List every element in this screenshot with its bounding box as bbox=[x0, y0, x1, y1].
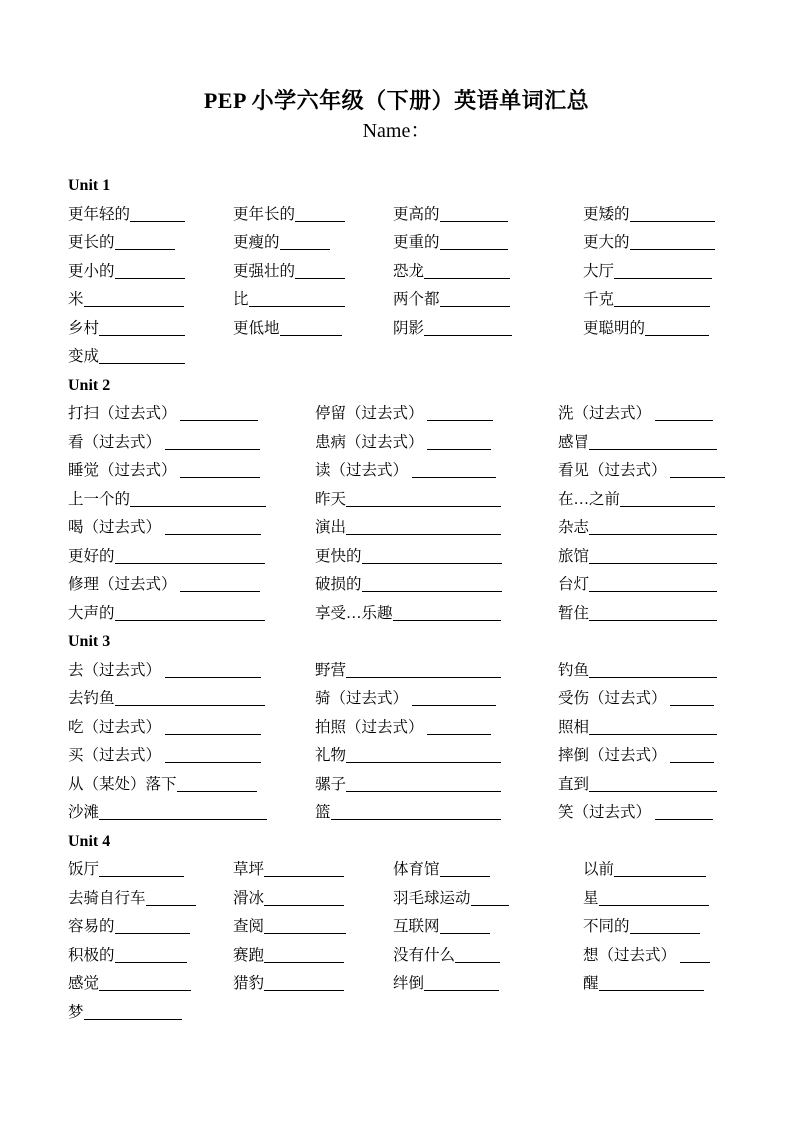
answer-blank[interactable] bbox=[180, 464, 260, 478]
answer-blank[interactable] bbox=[655, 407, 713, 421]
vocab-label: 容易的 bbox=[68, 918, 115, 935]
vocab-item bbox=[315, 486, 558, 515]
answer-blank[interactable] bbox=[115, 692, 265, 706]
vocab-label: 摔倒（过去式） bbox=[558, 747, 671, 764]
vocab-label: 乡村 bbox=[68, 319, 100, 337]
word-row bbox=[68, 799, 725, 828]
vocab-label: 钓鱼 bbox=[558, 661, 590, 679]
vocab-label: 大声的 bbox=[68, 604, 115, 622]
answer-blank[interactable] bbox=[440, 208, 508, 222]
vocab-item bbox=[558, 400, 725, 429]
answer-blank[interactable] bbox=[115, 607, 265, 621]
word-row bbox=[68, 885, 725, 914]
vocab-label: 台灯 bbox=[558, 576, 590, 593]
vocab-label: 更瘦的 bbox=[233, 234, 280, 251]
vocab-label: 去骑自行车 bbox=[68, 889, 146, 907]
vocab-item bbox=[558, 657, 725, 686]
answer-blank[interactable] bbox=[455, 949, 500, 963]
word-row bbox=[68, 514, 725, 543]
unit-section bbox=[68, 628, 725, 828]
vocab-label: 醒 bbox=[583, 975, 599, 992]
vocab-item bbox=[558, 429, 725, 458]
answer-blank[interactable] bbox=[614, 863, 706, 877]
vocab-label: 更年长的 bbox=[233, 205, 296, 223]
vocab-item bbox=[68, 343, 233, 372]
vocab-label: 更强壮的 bbox=[233, 262, 296, 280]
vocab-label: 礼物 bbox=[315, 747, 347, 764]
answer-blank[interactable] bbox=[295, 208, 345, 222]
vocab-label: 更低地 bbox=[233, 319, 280, 337]
answer-blank[interactable] bbox=[264, 949, 344, 963]
vocab-label: 在…之前 bbox=[558, 490, 621, 508]
vocab-label: 大厅 bbox=[583, 262, 615, 280]
unit-heading: Unit 4 bbox=[68, 832, 111, 850]
vocab-item bbox=[68, 457, 315, 486]
vocab-item bbox=[68, 429, 315, 458]
vocab-label: 吃（过去式） bbox=[68, 718, 165, 736]
vocab-label: 以前 bbox=[583, 861, 615, 878]
vocab-item bbox=[558, 486, 725, 515]
vocab-label: 更聪明的 bbox=[583, 319, 646, 337]
answer-blank[interactable] bbox=[146, 892, 196, 906]
answer-blank[interactable] bbox=[427, 721, 491, 735]
vocab-item bbox=[68, 999, 233, 1028]
word-row bbox=[68, 429, 725, 458]
answer-blank[interactable] bbox=[280, 236, 330, 250]
vocab-item bbox=[68, 201, 233, 230]
vocab-item bbox=[233, 856, 393, 885]
word-row bbox=[68, 457, 725, 486]
answer-blank[interactable] bbox=[115, 236, 175, 250]
vocab-label: 破损的 bbox=[315, 576, 362, 593]
vocab-item bbox=[558, 685, 725, 714]
answer-blank[interactable] bbox=[177, 778, 257, 792]
vocab-item bbox=[68, 771, 315, 800]
answer-blank[interactable] bbox=[84, 293, 184, 307]
vocab-item bbox=[315, 714, 558, 743]
vocab-item bbox=[393, 201, 583, 230]
word-row bbox=[68, 657, 725, 686]
vocab-label: 互联网 bbox=[393, 918, 440, 935]
word-row bbox=[68, 201, 725, 230]
vocab-item bbox=[233, 286, 393, 315]
vocab-item bbox=[68, 514, 315, 543]
vocab-label: 篮 bbox=[315, 804, 331, 821]
answer-blank[interactable] bbox=[589, 664, 717, 678]
vocab-label: 千克 bbox=[583, 291, 615, 308]
answer-blank[interactable] bbox=[362, 550, 502, 564]
vocab-label: 打扫（过去式） bbox=[68, 405, 181, 422]
answer-blank[interactable] bbox=[589, 607, 717, 621]
word-row bbox=[68, 543, 725, 572]
vocab-label: 更好的 bbox=[68, 547, 115, 565]
answer-blank[interactable] bbox=[424, 322, 512, 336]
word-row bbox=[68, 942, 725, 971]
vocab-label: 骡子 bbox=[315, 775, 347, 793]
vocab-label: 感觉 bbox=[68, 975, 100, 992]
vocab-item bbox=[68, 970, 233, 999]
vocab-label: 米 bbox=[68, 291, 84, 308]
vocab-label: 杂志 bbox=[558, 519, 590, 536]
vocab-label: 停留（过去式） bbox=[315, 405, 428, 422]
vocab-item bbox=[233, 942, 393, 971]
vocab-item bbox=[583, 258, 725, 287]
vocab-label: 更高的 bbox=[393, 205, 440, 223]
vocab-item bbox=[393, 286, 583, 315]
answer-blank[interactable] bbox=[670, 464, 725, 478]
vocab-label: 笑（过去式） bbox=[558, 804, 655, 821]
answer-blank[interactable] bbox=[412, 464, 496, 478]
answer-blank[interactable] bbox=[264, 892, 344, 906]
vocab-label: 直到 bbox=[558, 775, 590, 793]
vocab-item bbox=[315, 685, 558, 714]
answer-blank[interactable] bbox=[180, 407, 258, 421]
vocab-item bbox=[558, 514, 725, 543]
word-row bbox=[68, 771, 725, 800]
vocab-item bbox=[583, 201, 725, 230]
answer-blank[interactable] bbox=[427, 407, 493, 421]
vocab-label: 更矮的 bbox=[583, 205, 630, 223]
vocab-item bbox=[393, 258, 583, 287]
vocab-item bbox=[558, 571, 725, 600]
answer-blank[interactable] bbox=[165, 521, 261, 535]
vocab-label: 更快的 bbox=[315, 547, 362, 565]
vocab-item bbox=[68, 913, 233, 942]
word-row bbox=[68, 714, 725, 743]
vocab-item bbox=[68, 258, 233, 287]
vocab-label: 修理（过去式） bbox=[68, 576, 181, 593]
vocab-label: 饭厅 bbox=[68, 861, 100, 878]
answer-blank[interactable] bbox=[180, 578, 260, 592]
word-row bbox=[68, 258, 725, 287]
vocab-item bbox=[68, 229, 233, 258]
vocab-label: 受伤（过去式） bbox=[558, 690, 671, 707]
vocab-label: 暂住 bbox=[558, 604, 590, 622]
name-label: Name： bbox=[362, 120, 431, 142]
answer-blank[interactable] bbox=[440, 863, 490, 877]
answer-blank[interactable] bbox=[346, 749, 501, 763]
vocab-label: 更重的 bbox=[393, 234, 440, 251]
vocab-label: 梦 bbox=[68, 1003, 84, 1021]
vocab-item bbox=[558, 771, 725, 800]
vocab-item bbox=[558, 600, 725, 629]
vocab-item bbox=[68, 400, 315, 429]
vocab-item bbox=[315, 657, 558, 686]
vocab-label: 享受…乐趣 bbox=[315, 604, 393, 622]
vocab-label: 两个都 bbox=[393, 291, 440, 308]
answer-blank[interactable] bbox=[165, 436, 260, 450]
vocab-item bbox=[315, 514, 558, 543]
answer-blank[interactable] bbox=[630, 208, 715, 222]
answer-blank[interactable] bbox=[264, 977, 344, 991]
vocab-item bbox=[68, 885, 233, 914]
answer-blank[interactable] bbox=[589, 578, 717, 592]
answer-blank[interactable] bbox=[346, 664, 501, 678]
word-row bbox=[68, 685, 725, 714]
answer-blank[interactable] bbox=[440, 920, 490, 934]
vocab-label: 猎豹 bbox=[233, 975, 265, 992]
vocab-label: 更大的 bbox=[583, 234, 630, 251]
unit-section bbox=[68, 372, 725, 629]
vocab-item bbox=[233, 885, 393, 914]
answer-blank[interactable] bbox=[599, 892, 709, 906]
unit-section bbox=[68, 172, 725, 372]
vocab-item bbox=[315, 571, 558, 600]
answer-blank[interactable] bbox=[264, 920, 346, 934]
vocab-label: 演出 bbox=[315, 519, 347, 536]
vocab-label: 更小的 bbox=[68, 262, 115, 280]
vocab-item bbox=[233, 258, 393, 287]
vocab-label: 照相 bbox=[558, 718, 590, 736]
vocab-label: 没有什么 bbox=[393, 946, 456, 964]
vocab-item bbox=[558, 543, 725, 572]
vocab-item bbox=[68, 600, 315, 629]
vocab-label: 绊倒 bbox=[393, 975, 425, 992]
vocab-label: 骑（过去式） bbox=[315, 690, 412, 707]
answer-blank[interactable] bbox=[295, 265, 345, 279]
answer-blank[interactable] bbox=[346, 521, 501, 535]
word-row bbox=[68, 400, 725, 429]
vocab-label: 恐龙 bbox=[393, 262, 425, 280]
vocab-label: 洗（过去式） bbox=[558, 405, 655, 422]
answer-blank[interactable] bbox=[165, 749, 261, 763]
answer-blank[interactable] bbox=[393, 607, 501, 621]
vocab-item bbox=[558, 457, 725, 486]
vocab-label: 上一个的 bbox=[68, 490, 131, 508]
answer-blank[interactable] bbox=[620, 493, 715, 507]
vocab-item bbox=[583, 913, 725, 942]
answer-blank[interactable] bbox=[99, 863, 184, 877]
vocab-label: 比 bbox=[233, 291, 249, 308]
vocab-item bbox=[583, 885, 725, 914]
page-title: PEP 小学六年级（下册）英语单词汇总 bbox=[203, 88, 590, 113]
vocab-item bbox=[68, 571, 315, 600]
vocab-item bbox=[583, 942, 725, 971]
answer-blank[interactable] bbox=[99, 806, 267, 820]
vocab-label: 看（过去式） bbox=[68, 433, 165, 451]
vocab-item bbox=[393, 913, 583, 942]
answer-blank[interactable] bbox=[115, 920, 190, 934]
vocab-item bbox=[68, 657, 315, 686]
answer-blank[interactable] bbox=[589, 436, 717, 450]
vocab-label: 读（过去式） bbox=[315, 462, 412, 479]
word-row bbox=[68, 571, 725, 600]
vocab-item bbox=[583, 286, 725, 315]
answer-blank[interactable] bbox=[346, 493, 501, 507]
vocab-label: 阴影 bbox=[393, 319, 425, 337]
vocab-label: 喝（过去式） bbox=[68, 519, 165, 536]
vocab-label: 更长的 bbox=[68, 234, 115, 251]
vocab-label: 赛跑 bbox=[233, 946, 265, 964]
word-row bbox=[68, 999, 725, 1028]
vocab-label: 野营 bbox=[315, 661, 347, 679]
answer-blank[interactable] bbox=[264, 863, 344, 877]
answer-blank[interactable] bbox=[412, 692, 496, 706]
vocab-item bbox=[393, 970, 583, 999]
answer-blank[interactable] bbox=[84, 1006, 182, 1020]
answer-blank[interactable] bbox=[99, 977, 191, 991]
vocab-label: 滑冰 bbox=[233, 889, 265, 907]
unit-heading: Unit 3 bbox=[68, 633, 111, 650]
word-row bbox=[68, 315, 725, 344]
answer-blank[interactable] bbox=[249, 293, 345, 307]
vocab-item bbox=[233, 913, 393, 942]
vocab-label: 变成 bbox=[68, 348, 100, 365]
vocab-item bbox=[583, 315, 725, 344]
vocab-label: 看见（过去式） bbox=[558, 462, 671, 479]
vocab-item bbox=[558, 742, 725, 771]
word-row bbox=[68, 913, 725, 942]
vocab-label: 患病（过去式） bbox=[315, 433, 428, 451]
vocab-item bbox=[68, 942, 233, 971]
answer-blank[interactable] bbox=[680, 949, 710, 963]
answer-blank[interactable] bbox=[99, 350, 185, 364]
vocab-item bbox=[68, 286, 233, 315]
answer-blank[interactable] bbox=[471, 892, 509, 906]
vocab-label: 羽毛球运动 bbox=[393, 889, 471, 907]
vocab-item bbox=[68, 685, 315, 714]
answer-blank[interactable] bbox=[130, 208, 185, 222]
word-row bbox=[68, 970, 725, 999]
vocab-item bbox=[233, 201, 393, 230]
vocab-item bbox=[315, 600, 558, 629]
vocab-item bbox=[393, 315, 583, 344]
units-container bbox=[68, 172, 725, 1027]
vocab-item bbox=[68, 799, 315, 828]
answer-blank[interactable] bbox=[165, 721, 261, 735]
answer-blank[interactable] bbox=[630, 920, 700, 934]
vocab-item bbox=[393, 856, 583, 885]
vocab-item bbox=[315, 742, 558, 771]
vocab-item bbox=[68, 742, 315, 771]
vocab-item bbox=[315, 429, 558, 458]
vocab-item bbox=[558, 714, 725, 743]
vocab-label: 积极的 bbox=[68, 946, 115, 964]
answer-blank[interactable] bbox=[645, 322, 709, 336]
vocab-item bbox=[68, 856, 233, 885]
vocab-label: 更年轻的 bbox=[68, 205, 131, 223]
answer-blank[interactable] bbox=[630, 236, 715, 250]
vocab-label: 旅馆 bbox=[558, 547, 590, 565]
word-row bbox=[68, 486, 725, 515]
vocab-label: 从（某处）落下 bbox=[68, 775, 177, 793]
vocab-item bbox=[393, 885, 583, 914]
vocab-item bbox=[315, 457, 558, 486]
answer-blank[interactable] bbox=[424, 977, 499, 991]
answer-blank[interactable] bbox=[280, 322, 342, 336]
answer-blank[interactable] bbox=[346, 778, 501, 792]
vocab-label: 睡觉（过去式） bbox=[68, 462, 181, 479]
vocab-item bbox=[583, 856, 725, 885]
unit-heading: Unit 1 bbox=[68, 177, 111, 194]
vocab-label: 买（过去式） bbox=[68, 747, 165, 764]
word-row bbox=[68, 286, 725, 315]
word-row bbox=[68, 229, 725, 258]
answer-blank[interactable] bbox=[165, 664, 261, 678]
answer-blank[interactable] bbox=[115, 265, 185, 279]
vocab-label: 想（过去式） bbox=[583, 946, 680, 964]
answer-blank[interactable] bbox=[599, 977, 704, 991]
vocab-item bbox=[558, 799, 725, 828]
answer-blank[interactable] bbox=[670, 749, 714, 763]
word-row bbox=[68, 856, 725, 885]
vocab-item bbox=[68, 543, 315, 572]
answer-blank[interactable] bbox=[115, 550, 265, 564]
vocab-item bbox=[583, 229, 725, 258]
answer-blank[interactable] bbox=[440, 293, 510, 307]
vocab-item bbox=[393, 942, 583, 971]
answer-blank[interactable] bbox=[614, 293, 710, 307]
answer-blank[interactable] bbox=[655, 806, 713, 820]
answer-blank[interactable] bbox=[670, 692, 714, 706]
answer-blank[interactable] bbox=[589, 721, 717, 735]
answer-blank[interactable] bbox=[115, 949, 187, 963]
vocab-label: 拍照（过去式） bbox=[315, 718, 428, 736]
word-row bbox=[68, 600, 725, 629]
vocab-item bbox=[393, 229, 583, 258]
vocab-label: 去（过去式） bbox=[68, 661, 165, 679]
answer-blank[interactable] bbox=[427, 436, 491, 450]
vocab-item bbox=[68, 315, 233, 344]
answer-blank[interactable] bbox=[362, 578, 502, 592]
answer-blank[interactable] bbox=[424, 265, 510, 279]
vocab-label: 体育馆 bbox=[393, 861, 440, 878]
vocab-label: 查阅 bbox=[233, 918, 265, 935]
vocab-item bbox=[233, 229, 393, 258]
answer-blank[interactable] bbox=[440, 236, 508, 250]
vocab-item bbox=[68, 714, 315, 743]
vocab-item bbox=[315, 799, 558, 828]
answer-blank[interactable] bbox=[614, 265, 712, 279]
unit-section bbox=[68, 828, 725, 1028]
vocab-item bbox=[315, 400, 558, 429]
answer-blank[interactable] bbox=[331, 806, 501, 820]
answer-blank[interactable] bbox=[589, 550, 717, 564]
answer-blank[interactable] bbox=[99, 322, 185, 336]
unit-heading: Unit 2 bbox=[68, 376, 111, 394]
vocab-item bbox=[315, 543, 558, 572]
answer-blank[interactable] bbox=[130, 493, 266, 507]
vocab-label: 去钓鱼 bbox=[68, 690, 115, 707]
vocab-item bbox=[233, 315, 393, 344]
word-row bbox=[68, 343, 725, 372]
vocab-item bbox=[315, 771, 558, 800]
vocab-label: 沙滩 bbox=[68, 804, 100, 821]
vocab-item bbox=[68, 486, 315, 515]
word-row bbox=[68, 742, 725, 771]
answer-blank[interactable] bbox=[589, 778, 717, 792]
vocab-label: 昨天 bbox=[315, 490, 347, 508]
vocab-item bbox=[583, 970, 725, 999]
vocab-label: 感冒 bbox=[558, 433, 590, 451]
answer-blank[interactable] bbox=[589, 521, 717, 535]
vocab-label: 不同的 bbox=[583, 918, 630, 935]
vocab-label: 星 bbox=[583, 889, 599, 907]
vocab-label: 草坪 bbox=[233, 861, 265, 878]
vocab-item bbox=[233, 970, 393, 999]
